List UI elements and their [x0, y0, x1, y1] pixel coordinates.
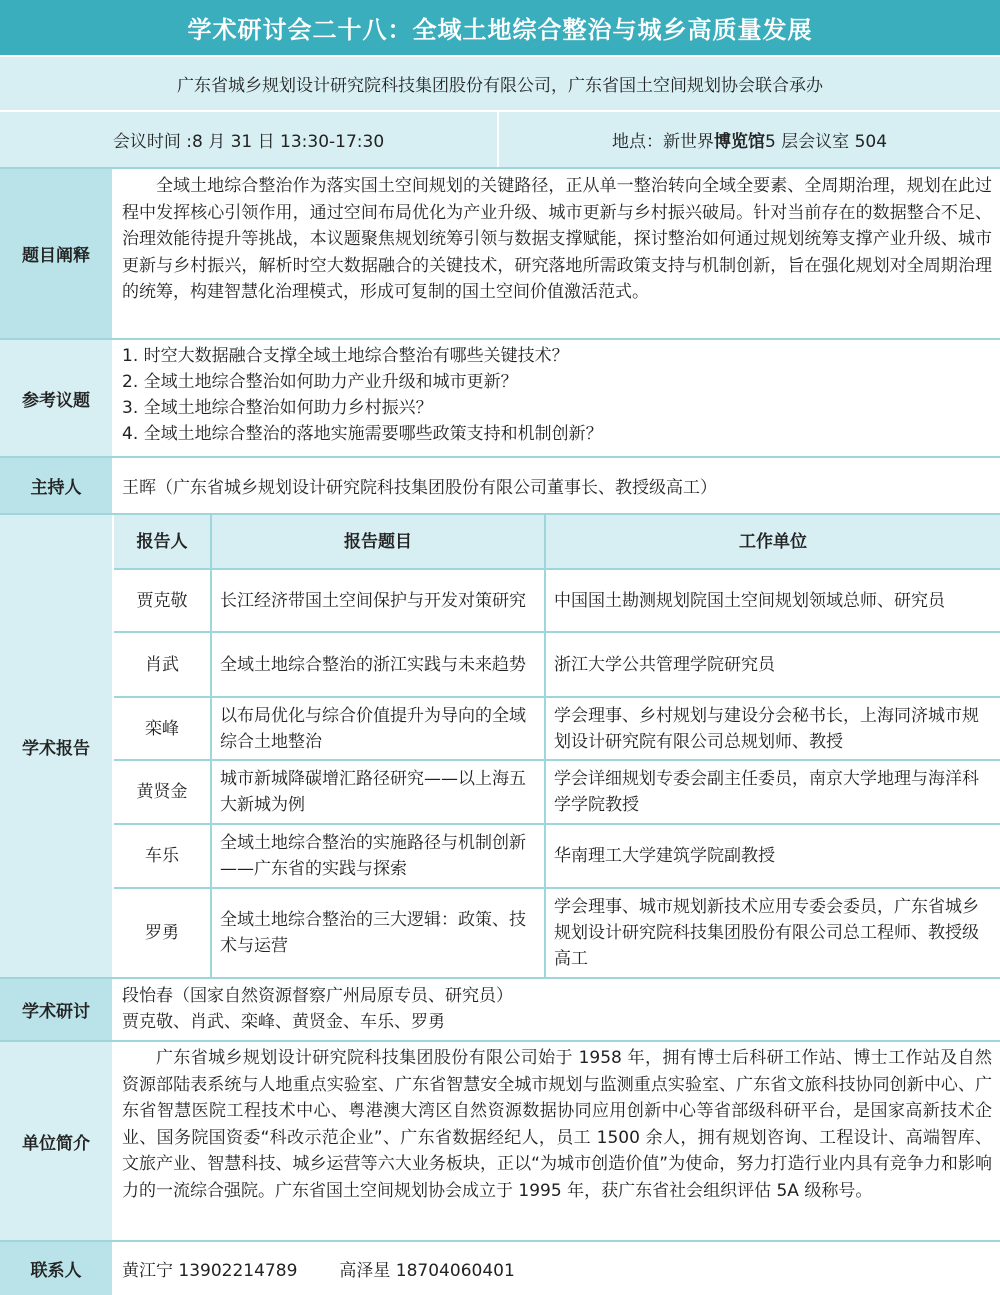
topic-text: 全域土地综合整治作为落实国土空间规划的关键路径，正从单一整治转向全域全要素、全周期治理，规划在此过程中发挥核心引领作用，通过空间布局优化为产业升级、城市更新与乡村振兴破局。针对当前存在的数据整合不足、治理效能待提升等挑战，本议题聚焦规划统筹引领与数据支撑赋能，探讨整治如何通过规划统筹支撑产业升级、城市更新与乡村振兴，解析时空大数据融合的关键技术，研究落地所需政策支持与机制创新，旨在强化规划对全周期治理的统筹，构建智慧化治理模式，形成可复制的国土空间价值激活范式。 — [122, 176, 992, 302]
seminar-chair: 段怡春（国家自然资源督察广州局原专员、研究员） — [122, 986, 513, 1006]
report-unit: 学会详细规划专委会副主任委员，南京大学地理与海洋科学学院教授 — [554, 769, 979, 815]
location-venue: 博览馆 — [713, 132, 765, 152]
header-speaker: 报告人 — [136, 531, 188, 552]
contact-label: 联系人 — [0, 1242, 112, 1295]
report-title: 城市新城降碳增汇路径研究——以上海五大新城为例 — [220, 769, 526, 815]
report-speaker: 栾峰 — [145, 718, 179, 739]
report-title: 以布局优化与综合价值提升为导向的全域综合土地整治 — [220, 705, 526, 752]
intro-content — [114, 1042, 1000, 1240]
meeting-time: 会议时间 :8 月 31 日 13:30-17:30 — [0, 112, 497, 167]
contact-content — [114, 1242, 1000, 1295]
report-speaker: 罗勇 — [145, 923, 179, 943]
host-content — [114, 458, 1000, 513]
host-label: 主持人 — [0, 458, 112, 513]
topic-content — [114, 169, 1000, 338]
report-title: 全域土地综合整治的浙江实践与未来趋势 — [220, 654, 526, 675]
contact-person-2: 高泽星 18704060401 — [339, 1261, 515, 1281]
column-divider — [210, 515, 212, 977]
location-prefix: 地点：新世界 — [611, 132, 714, 152]
report-unit: 中国国土勘测规划院国土空间规划领域总师、研究员 — [554, 590, 945, 611]
column-divider — [544, 515, 546, 977]
report-unit: 学会理事、乡村规划与建设分会秘书长，上海同济城市规划设计研究院有限公司总规划师、教授 — [554, 705, 979, 752]
report-title: 全域土地综合整治的三大逻辑：政策、技术与运营 — [220, 910, 526, 956]
header-title: 报告题目 — [344, 531, 412, 552]
report-unit: 华南理工大学建筑学院副教授 — [554, 846, 775, 866]
report-title: 长江经济带国土空间保护与开发对策研究 — [220, 590, 526, 611]
seminar-label: 学术研讨 — [0, 979, 112, 1040]
meeting-info-row — [0, 112, 1000, 167]
question-item: 4. 全域土地综合整治的落地实施需要哪些政策支持和机制创新？ — [122, 424, 603, 444]
question-item: 1. 时空大数据融合支撑全域土地综合整治有哪些关键技术？ — [122, 346, 569, 366]
report-speaker: 贾克敬 — [136, 590, 188, 611]
topic-label: 题目阐释 — [0, 169, 112, 338]
report-speaker: 肖武 — [145, 654, 179, 675]
page-title: 学术研讨会二十八：全域土地综合整治与城乡高质量发展 — [0, 0, 1000, 55]
header-unit: 工作单位 — [739, 531, 807, 552]
meeting-location — [499, 112, 1000, 167]
organizers-line: 广东省城乡规划设计研究院科技集团股份有限公司，广东省国土空间规划协会联合承办 — [0, 57, 1000, 110]
seminar-participants: 贾克敬、肖武、栾峰、黄贤金、车乐、罗勇 — [122, 1012, 445, 1032]
report-title: 全域土地综合整治的实施路径与机制创新——广东省的实践与探索 — [220, 833, 526, 879]
report-unit: 浙江大学公共管理学院研究员 — [554, 654, 775, 675]
report-unit: 学会理事、城市规划新技术应用专委会委员，广东省城乡规划设计研究院科技集团股份有限公司总工程师、教授级高工 — [554, 897, 979, 969]
report-speaker: 黄贤金 — [136, 782, 188, 802]
questions-content — [114, 340, 1000, 456]
contact-person-1: 黄江宁 13902214789 — [122, 1261, 298, 1281]
reports-label: 学术报告 — [0, 515, 112, 977]
report-speaker: 车乐 — [145, 846, 179, 866]
intro-label: 单位简介 — [0, 1042, 112, 1240]
host-text: 王晖（广东省城乡规划设计研究院科技集团股份有限公司董事长、教授级高工） — [122, 478, 717, 498]
seminar-content — [114, 979, 1000, 1040]
questions-label: 参考议题 — [0, 340, 112, 456]
question-item: 3. 全域土地综合整治如何助力乡村振兴？ — [122, 398, 433, 418]
intro-text: 广东省城乡规划设计研究院科技集团股份有限公司始于 1958 年，拥有博士后科研工作站、博士工作站及自然资源部陆表系统与人地重点实验室、广东省智慧安全城市规划与监测重点实验室、广东省文旅科技协同创新中心、广东省智慧医院工程技术中心、粤港澳大湾区自然资源数据协同应用创新中心等省部级科研平台，是国家高新技术企业、国务院国资委“科改示范企业”、广东省数据经纪人，员工 1500 余人，拥有规划咨询、工程设计、高端智库、文旅产业、智慧科技、城乡运营等六大业务板块，正以“为城市创造价值”为使命，努力打造行业内具有竞争力和影响力的一流综合强院。广东省国土空间规划协会成立于 1995 年，获广东省社会组织评估 5A 级称号。 — [122, 1048, 992, 1201]
question-item: 2. 全域土地综合整治如何助力产业升级和城市更新？ — [122, 372, 518, 392]
reports-table — [114, 515, 1000, 977]
location-suffix: 5 层会议室 504 — [764, 132, 888, 152]
